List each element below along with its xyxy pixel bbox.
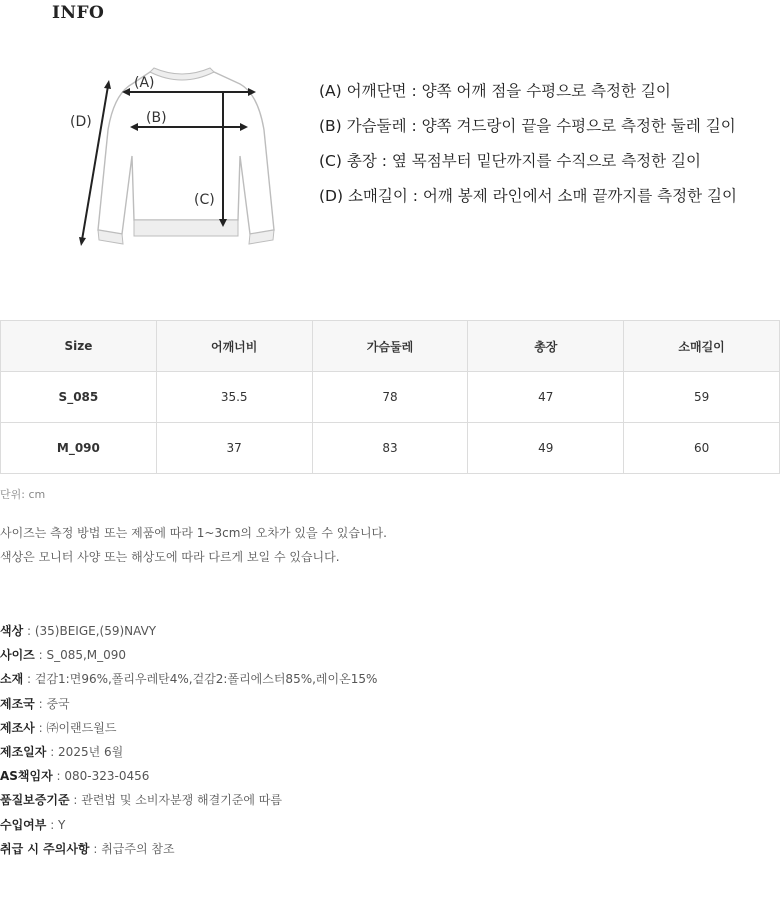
spec-label: 제조국 bbox=[0, 696, 35, 711]
sweater-outline bbox=[98, 72, 274, 234]
spec-row-quality: 품질보증기준 : 관련법 및 소비자분쟁 해결기준에 따름 bbox=[0, 793, 282, 808]
spec-value: 080-323-0456 bbox=[64, 769, 150, 784]
cell-sleeve: 59 bbox=[624, 372, 780, 423]
label-d: (D) bbox=[70, 114, 92, 130]
spec-row-as-contact: AS책임자 : 080-323-0456 bbox=[0, 769, 150, 784]
sweater-measurement-diagram bbox=[62, 58, 302, 258]
page-title: INFO bbox=[52, 3, 105, 23]
spec-row-country: 제조국 : 중국 bbox=[0, 696, 70, 711]
cell-size: S_085 bbox=[1, 372, 157, 423]
cell-size: M_090 bbox=[1, 423, 157, 474]
header-shoulder: 어깨너비 bbox=[156, 321, 312, 372]
spec-value: ㈜이랜드월드 bbox=[46, 720, 117, 735]
cell-shoulder: 35.5 bbox=[156, 372, 312, 423]
header-size: Size bbox=[1, 321, 157, 372]
spec-row-care: 취급 시 주의사항 : 취급주의 참조 bbox=[0, 841, 175, 856]
spec-row-color: 색상 : (35)BEIGE,(59)NAVY bbox=[0, 624, 157, 638]
spec-label: 제조사 bbox=[0, 720, 35, 735]
spec-label: 수입여부 bbox=[0, 817, 47, 832]
legend-item-d: (D) 소매길이 : 어깨 봉제 라인에서 소매 끝까지를 측정한 길이 bbox=[319, 187, 737, 205]
legend-item-b: (B) 가슴둘레 : 양쪽 겨드랑이 끝을 수평으로 측정한 둘레 길이 bbox=[319, 117, 736, 135]
table-row bbox=[1, 423, 780, 474]
note-line: 사이즈는 측정 방법 또는 제품에 따라 1~3cm의 오차가 있을 수 있습니다. bbox=[0, 526, 387, 540]
spec-label: 사이즈 bbox=[0, 648, 35, 663]
spec-label: AS책임자 bbox=[0, 769, 53, 784]
size-notes bbox=[0, 523, 387, 571]
unit-note: 단위: cm bbox=[0, 488, 46, 501]
legend-item-a: (A) 어깨단면 : 양쪽 어깨 점을 수평으로 측정한 길이 bbox=[319, 82, 671, 100]
measurement-legend bbox=[319, 78, 737, 218]
spec-label: 제조일자 bbox=[0, 744, 47, 759]
cell-sleeve: 60 bbox=[624, 423, 780, 474]
product-specs bbox=[0, 621, 377, 863]
spec-value: 취급주의 참조 bbox=[101, 841, 175, 856]
spec-row-date: 제조일자 : 2025년 6월 bbox=[0, 744, 124, 759]
cell-shoulder: 37 bbox=[156, 423, 312, 474]
spec-value: 겉감1:면96%,폴리우레탄4%,겉감2:폴리에스터85%,레이온15% bbox=[34, 672, 378, 687]
label-b: (B) bbox=[146, 110, 167, 126]
spec-row-material: 소재 : 겉감1:면96%,폴리우레탄4%,겉감2:폴리에스터85%,레이온15% bbox=[0, 672, 378, 687]
spec-value: S_085,M_090 bbox=[46, 648, 127, 663]
spec-label: 품질보증기준 bbox=[0, 793, 70, 808]
size-table bbox=[0, 320, 780, 474]
label-a: (A) bbox=[134, 75, 155, 91]
spec-row-size: 사이즈 : S_085,M_090 bbox=[0, 648, 127, 663]
cell-chest: 83 bbox=[312, 423, 468, 474]
spec-label: 취급 시 주의사항 bbox=[0, 841, 90, 856]
spec-value: Y bbox=[58, 817, 66, 832]
spec-label: 소재 bbox=[0, 672, 24, 687]
legend-item-c: (C) 총장 : 옆 목점부터 밑단까지를 수직으로 측정한 길이 bbox=[319, 152, 701, 170]
cell-length: 49 bbox=[468, 423, 624, 474]
arrowhead-d-bottom bbox=[79, 237, 86, 246]
header-chest: 가슴둘레 bbox=[312, 321, 468, 372]
label-c: (C) bbox=[194, 192, 215, 208]
spec-value: (35)BEIGE,(59)NAVY bbox=[34, 624, 157, 638]
spec-row-manufacturer: 제조사 : ㈜이랜드월드 bbox=[0, 720, 117, 735]
spec-value: 관련법 및 소비자분쟁 해결기준에 따름 bbox=[81, 793, 282, 808]
spec-value: 중국 bbox=[46, 696, 70, 711]
arrowhead-d-top bbox=[104, 80, 111, 89]
header-sleeve: 소매길이 bbox=[624, 321, 780, 372]
cell-chest: 78 bbox=[312, 372, 468, 423]
spec-row-import: 수입여부 : Y bbox=[0, 817, 66, 832]
table-header-row bbox=[1, 321, 780, 372]
spec-value: 2025년 6월 bbox=[58, 744, 124, 759]
cell-length: 47 bbox=[468, 372, 624, 423]
note-line: 색상은 모니터 사양 또는 해상도에 따라 다르게 보일 수 있습니다. bbox=[0, 550, 340, 564]
table-row bbox=[1, 372, 780, 423]
spec-label: 색상 bbox=[0, 624, 24, 638]
header-length: 총장 bbox=[468, 321, 624, 372]
